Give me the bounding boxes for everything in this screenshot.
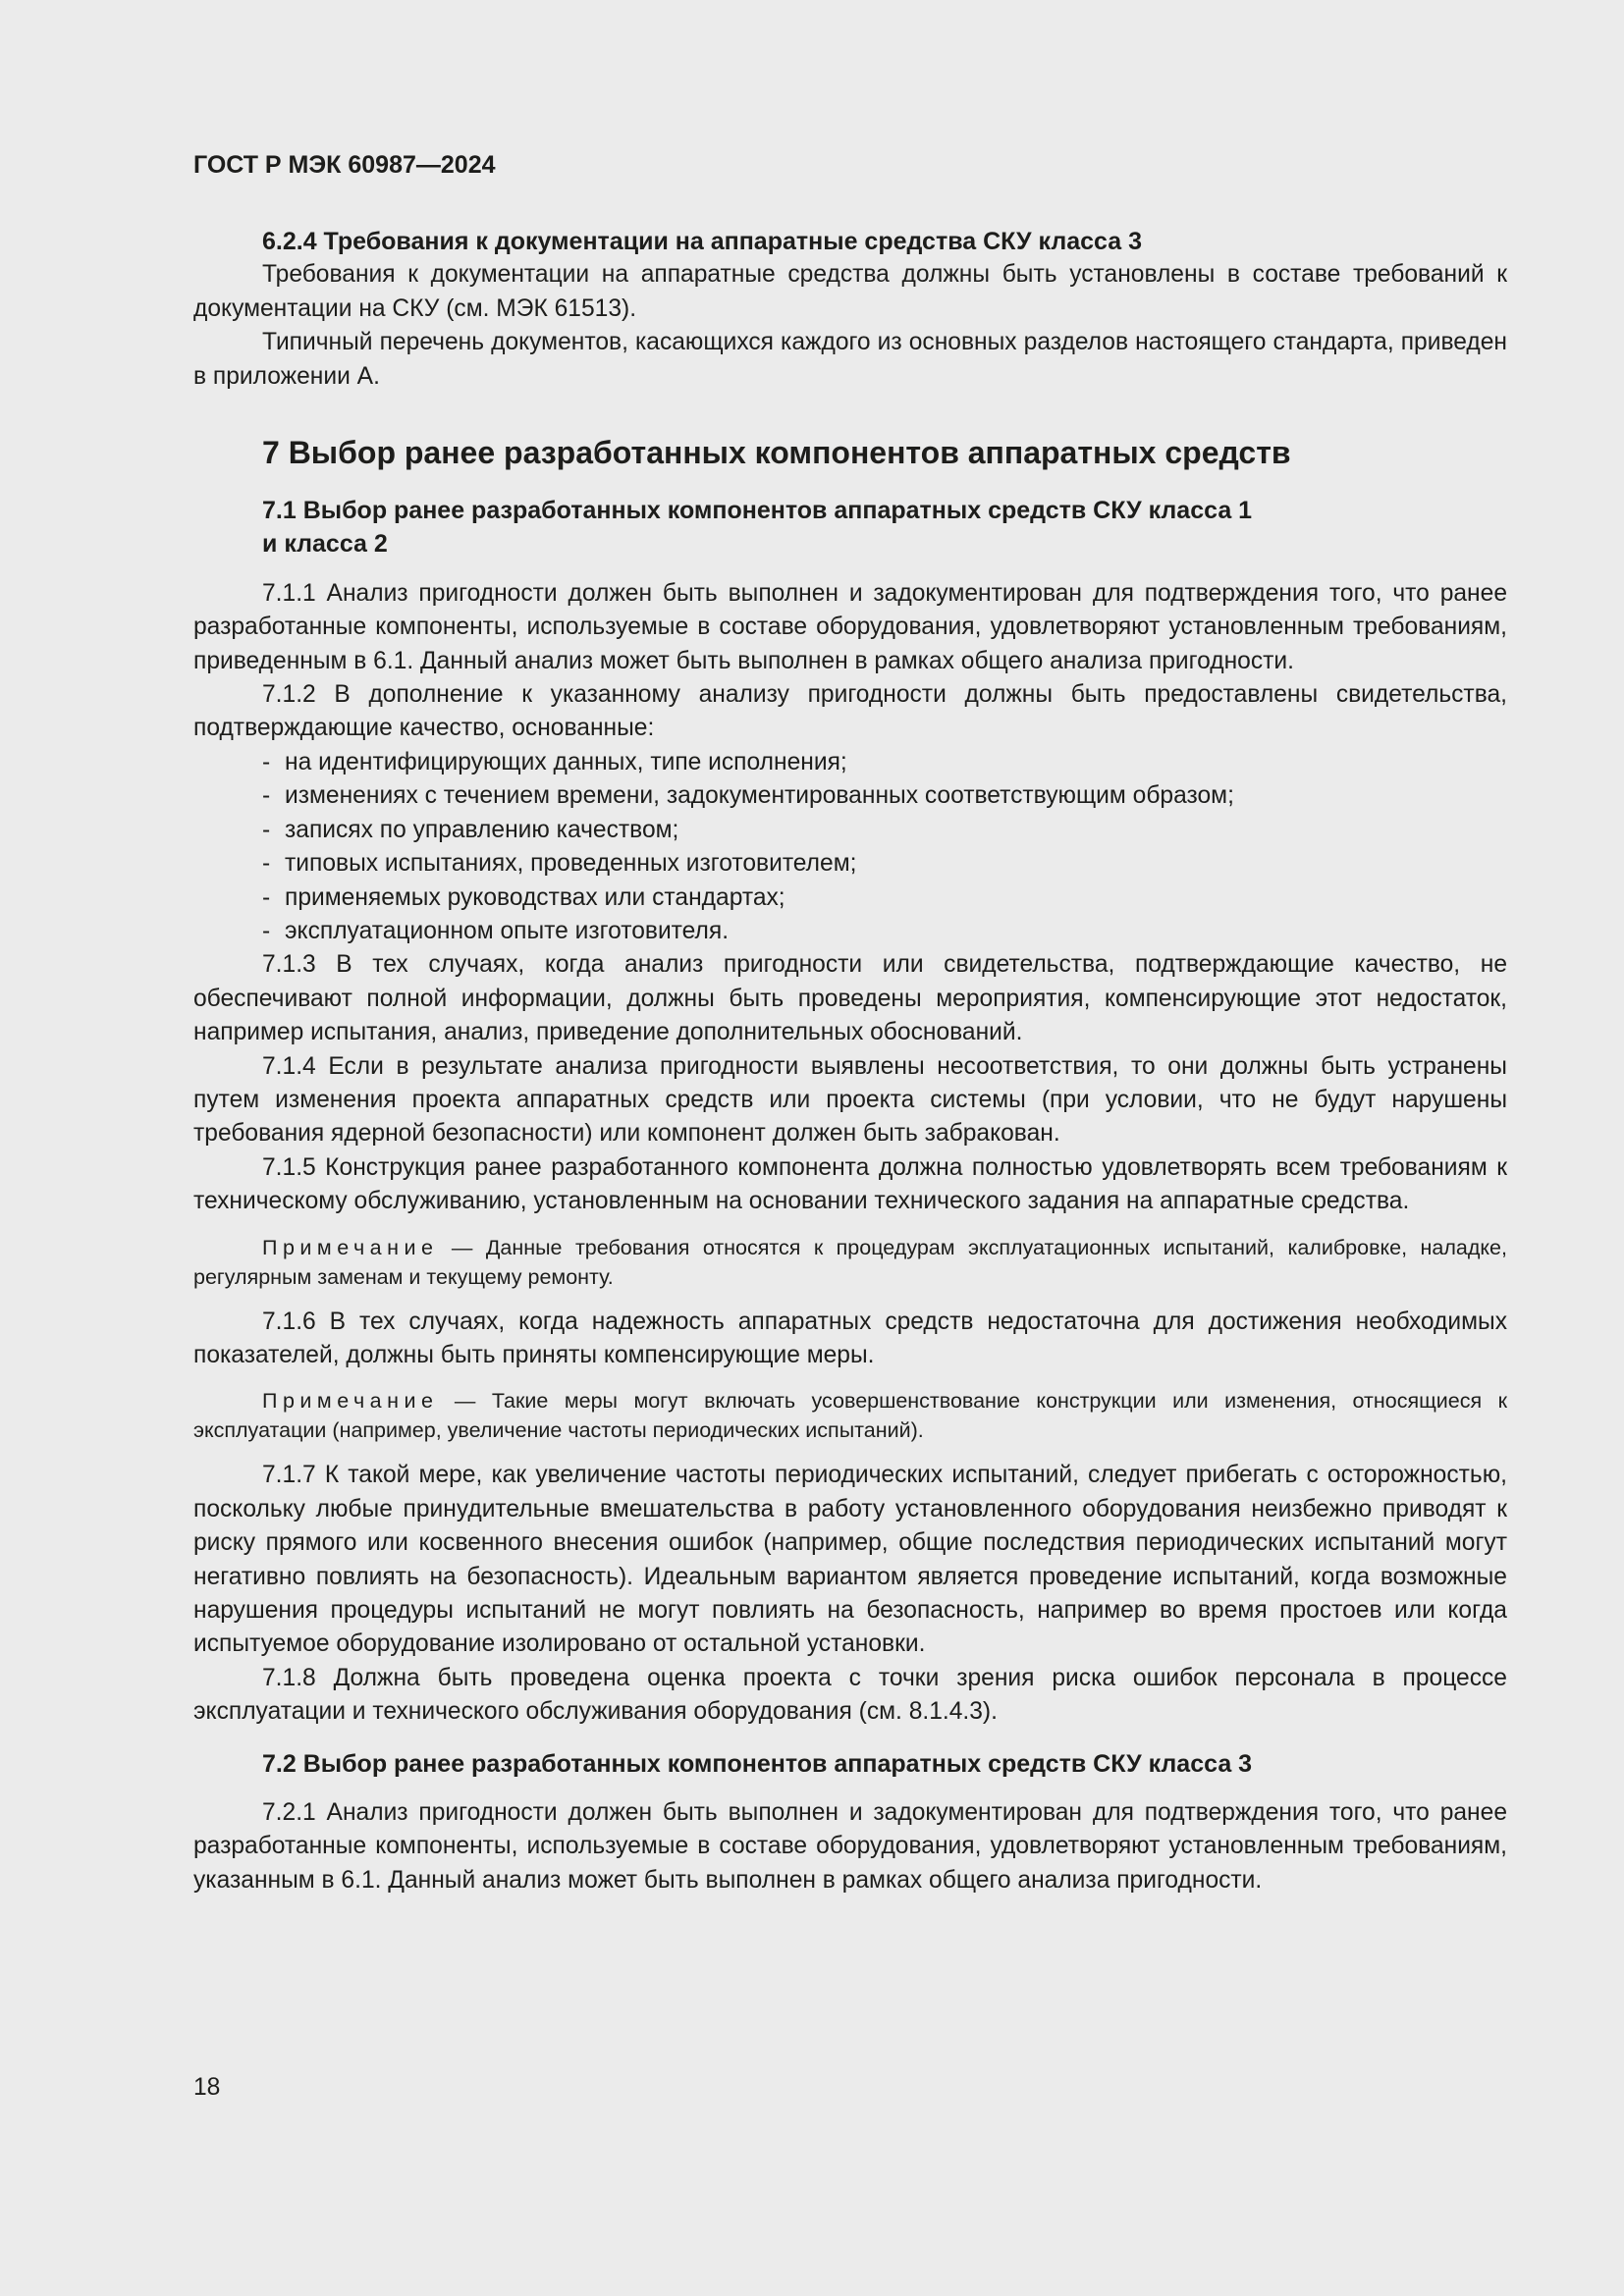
paragraph-7-2-1: 7.2.1 Анализ пригодности должен быть выполнен и задокументирован для подтверждения того, что ранее разработанные компоненты, используемые в составе оборудования, удовлетворяют установленным требованиям, указанным в 6.1. Данный анализ может быть выполнен в рамках общего анализа пригодности. <box>193 1799 1507 1894</box>
section-7-1-title-line2: и класса 2 <box>262 530 388 559</box>
list-item: - записях по управлению качеством; <box>262 816 679 843</box>
list-item: - изменениях с течением времени, задокументированных соответствующим образом; <box>262 782 1234 810</box>
section-7-2-title: 7.2 Выбор ранее разработанных компонентов аппаратных средств СКУ класса 3 <box>262 1749 1253 1778</box>
note-label: Примечание <box>262 1235 439 1259</box>
paragraph-7-1-5: 7.1.5 Конструкция ранее разработанного компонента должна полностью удовлетворять всем требованиям к техническому обслуживанию, установленным на основании технического задания на аппаратные средства. <box>193 1153 1507 1215</box>
list-item: - применяемых руководствах или стандартах; <box>262 883 785 911</box>
paragraph-7-1-8: 7.1.8 Должна быть проведена оценка проекта с точки зрения риска ошибок персонала в процессе эксплуатации и технического обслуживания оборудования (см. 8.1.4.3). <box>193 1664 1507 1726</box>
section-7-1-title-line1: 7.1 Выбор ранее разработанных компонентов аппаратных средств СКУ класса 1 <box>262 497 1253 525</box>
list-item: - типовых испытаниях, проведенных изготовителем; <box>262 850 857 878</box>
note-label: Примечание <box>262 1389 439 1414</box>
section-6-2-4-title: 6.2.4 Требования к документации на аппаратные средства СКУ класса 3 <box>262 228 1142 255</box>
note-text: — Данные требования относятся к процедурам эксплуатационных испытаний, калибровке, наладке, регулярным заменам и текущему ремонту. <box>193 1235 1507 1289</box>
section-7-title: 7 Выбор ранее разработанных компонентов аппаратных средств <box>262 435 1291 471</box>
list-item: - на идентифицирующих данных, типе исполнения; <box>262 748 847 775</box>
paragraph-7-1-4: 7.1.4 Если в результате анализа пригодности выявлены несоответствия, то они должны быть устранены путем изменения проекта аппаратных средств или проекта системы (при условии, что не будут нарушены требования ядерной безопасности) или компонент должен быть забракован. <box>193 1052 1507 1148</box>
paragraph-7-1-1: 7.1.1 Анализ пригодности должен быть выполнен и задокументирован для подтверждения того, что ранее разработанные компоненты, используемые в составе оборудования, удовлетворяют установленным требованиям, приведенным в 6.1. Данный анализ может быть выполнен в рамках общего анализа пригодности. <box>193 579 1507 674</box>
page-content <box>193 225 1507 1897</box>
document-header: ГОСТ Р МЭК 60987—2024 <box>193 151 496 179</box>
paragraph-7-1-3: 7.1.3 В тех случаях, когда анализ пригодности или свидетельства, подтверждающие качество, не обеспечивают полной информации, должны быть проведены мероприятия, компенсирующие этот недостаток, например испытания, анализ, приведение дополнительных обоснований. <box>193 951 1507 1046</box>
note-text: — Такие меры могут включать усовершенствование конструкции или изменения, относящиеся к эксплуатации (например, увеличение частоты периодических испытаний). <box>193 1389 1507 1443</box>
paragraph-7-1-2: 7.1.2 В дополнение к указанному анализу пригодности должны быть предоставлены свидетельства, подтверждающие качество, основанные: <box>193 681 1507 742</box>
paragraph-7-1-6: 7.1.6 В тех случаях, когда надежность аппаратных средств недостаточна для достижения необходимых показателей, должны быть приняты компенсирующие меры. <box>193 1308 1507 1368</box>
paragraph-7-1-7: 7.1.7 К такой мере, как увеличение частоты периодических испытаний, следует прибегать с осторожностью, поскольку любые принудительные вмешательства в работу установленного оборудования неизбежно приводят к риску прямого или косвенного внесения ошибок (например, общие последствия периодических испытаний могут негативно повлиять на безопасность). Идеальным вариантом является проведение испытаний, когда возможные нарушения процедуры испытаний не могут повлиять на безопасность, например во время простоев или когда испытуемое оборудование изолировано от остальной установки. <box>193 1462 1507 1658</box>
paragraph: Типичный перечень документов, касающихся каждого из основных разделов настоящего стандарта, приведен в приложении А. <box>193 329 1507 390</box>
list-item: - эксплуатационном опыте изготовителя. <box>262 917 730 944</box>
paragraph: Требования к документации на аппаратные средства должны быть установлены в составе требований к документации на СКУ (см. МЭК 61513). <box>193 261 1507 322</box>
note-2 <box>193 1386 1507 1445</box>
page-number: 18 <box>193 2074 221 2101</box>
note-1 <box>193 1233 1507 1292</box>
evidence-list <box>193 746 1507 948</box>
section-7-1-title <box>193 494 1507 561</box>
